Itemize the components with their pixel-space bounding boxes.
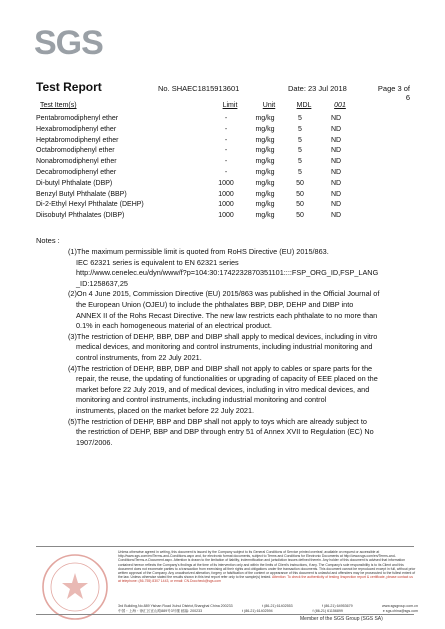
note-continuation: control instruments, from 22 July 2021. bbox=[76, 352, 202, 362]
cell-mdl: 5 bbox=[298, 115, 302, 122]
note-continuation: instruments, placed on the market before 22 July 2021. bbox=[76, 405, 255, 415]
report-date: Date: 23 Jul 2018 bbox=[288, 84, 347, 93]
note-continuation: http://www.cenelec.eu/dyn/www/f?p=104:30:1742232870351101::::FSP_ORG_ID,FSP_LANG bbox=[76, 268, 379, 278]
table-row bbox=[36, 212, 360, 219]
cell-limit: 1000 bbox=[218, 190, 234, 198]
cell-result: ND bbox=[330, 212, 342, 220]
footer-address bbox=[118, 604, 418, 614]
note-continuation: 0.1% in each homogeneous material of an electrical product. bbox=[76, 321, 272, 331]
cell-result: ND bbox=[330, 179, 342, 187]
cell-test-item: Benzyl Butyl Phthalate (BBP) bbox=[36, 190, 127, 198]
note-text: The restriction of DEHP, BBP and DBP shall not apply to toys which are already subject to bbox=[76, 416, 367, 426]
cell-limit: - bbox=[224, 158, 228, 166]
table-row bbox=[36, 191, 360, 198]
note-continuation: _ID:1258637,25 bbox=[76, 278, 128, 288]
cell-result: ND bbox=[330, 169, 342, 176]
cell-mdl: 5 bbox=[298, 169, 302, 176]
col-unit: Unit bbox=[262, 102, 276, 109]
cell-result: ND bbox=[330, 115, 342, 122]
tel-2: t (86-21) 61402594 bbox=[242, 609, 273, 614]
fax-2: f (86-21) 61156899 bbox=[312, 609, 343, 614]
cell-mdl: 5 bbox=[298, 158, 302, 166]
cell-limit: - bbox=[224, 115, 228, 122]
member-text: Member of the SGS Group (SGS SA) bbox=[300, 616, 383, 622]
cell-unit: mg/kg bbox=[255, 158, 275, 166]
cell-result: ND bbox=[330, 190, 342, 198]
cell-test-item: Octabromodiphenyl ether bbox=[36, 147, 115, 155]
table-row bbox=[36, 169, 360, 176]
note-continuation: medical devices, and monitoring and control instruments, including industrial monitoring and bbox=[76, 342, 373, 352]
cell-test-item: Pentabromodiphenyl ether bbox=[36, 115, 119, 122]
cell-test-item: Hexabromodiphenyl ether bbox=[36, 125, 117, 133]
col-mdl: MDL bbox=[296, 102, 312, 109]
note-text: The restriction of DEHP, BBP, DBP and DIBP shall apply to medical devices, including in vitro bbox=[76, 331, 378, 341]
note-item bbox=[68, 289, 408, 300]
note-continuation: ANNEX II of the Rohs Recast Directive. The new law restricts each phthalate to no more than bbox=[76, 310, 378, 320]
sgs-logo bbox=[34, 18, 103, 64]
cell-result: ND bbox=[330, 147, 342, 155]
col-limit: Limit bbox=[222, 102, 238, 109]
cell-limit: - bbox=[224, 147, 228, 155]
footer-divider bbox=[36, 546, 414, 547]
cell-unit: mg/kg bbox=[255, 201, 275, 209]
address-en: 3rd Building,No.889 Yishan Road Xuhui District,Shanghai China 200233 bbox=[118, 604, 233, 608]
note-continuation: the restriction of DEHP, BBP and DBP through entry 51 of Annex XVII to Regulation (EC) No bbox=[76, 427, 374, 437]
notes-title: Notes : bbox=[36, 236, 60, 245]
tel-1: t (86-21) 61402553 bbox=[262, 604, 293, 608]
table-row bbox=[36, 158, 360, 165]
cell-limit: - bbox=[224, 136, 228, 144]
note-item bbox=[68, 247, 408, 258]
cell-unit: mg/kg bbox=[255, 115, 275, 122]
page-indicator: Page 3 of 6 bbox=[377, 84, 410, 102]
cell-mdl: 50 bbox=[296, 190, 304, 198]
cell-limit: - bbox=[224, 169, 228, 176]
note-item bbox=[68, 417, 408, 428]
table-row bbox=[36, 147, 360, 154]
fax-1: f (86-21) 64953679 bbox=[322, 604, 353, 608]
cell-result: ND bbox=[330, 136, 342, 144]
table-header bbox=[36, 102, 360, 112]
table-row bbox=[36, 115, 360, 122]
note-item bbox=[68, 332, 408, 343]
cell-limit: 1000 bbox=[218, 179, 234, 187]
svg-text:SGS: SGS bbox=[34, 24, 103, 62]
col-result-001: 001 bbox=[334, 102, 346, 109]
cell-unit: mg/kg bbox=[255, 190, 275, 198]
note-continuation: repair, the reuse, the updating of functionalities or upgrading of capacity of EEE placed on the bbox=[76, 374, 378, 384]
note-text: On 4 June 2015, Commission Directive (EU) 2015/863 was published in the Official Journal of bbox=[76, 289, 380, 299]
address-cn: 中国・上海・徐汇区宜山路889号3号楼 邮编: 200233 bbox=[118, 609, 203, 614]
note-continuation: the European Union (OJEU) to include the phthalates BBP, DBP, DEHP and DIBP into bbox=[76, 299, 354, 309]
cell-test-item: Nonabromodiphenyl ether bbox=[36, 158, 117, 166]
cell-result: ND bbox=[330, 201, 342, 209]
cell-unit: mg/kg bbox=[255, 125, 275, 133]
cell-unit: mg/kg bbox=[255, 169, 275, 176]
cell-mdl: 50 bbox=[296, 212, 304, 220]
note-number: (5) bbox=[68, 416, 77, 426]
cell-unit: mg/kg bbox=[255, 136, 275, 144]
cell-test-item: Decabromodiphenyl ether bbox=[36, 169, 117, 176]
footer-disclaimer bbox=[118, 550, 416, 584]
table-row bbox=[36, 201, 360, 208]
note-text: The maximum permissible limit is quoted from RoHS Directive (EU) 2015/863. bbox=[76, 247, 329, 256]
cell-unit: mg/kg bbox=[255, 212, 275, 220]
cell-limit: 1000 bbox=[218, 212, 234, 220]
footer-divider-bottom bbox=[36, 614, 414, 615]
table-row bbox=[36, 126, 360, 133]
email-link[interactable]: e sgs.china@sgs.com bbox=[382, 609, 418, 614]
cell-test-item: Heptabromodiphenyl ether bbox=[36, 136, 119, 144]
cell-limit: 1000 bbox=[218, 201, 234, 209]
report-number: No. SHAEC1815913601 bbox=[158, 84, 240, 93]
note-text: The restriction of DEHP, BBP, DBP and DIBP shall not apply to cables or spare parts for the bbox=[76, 363, 373, 373]
cell-mdl: 50 bbox=[296, 201, 304, 209]
cell-mdl: 5 bbox=[298, 125, 302, 133]
note-continuation: 1907/2006. bbox=[76, 437, 113, 447]
note-number: (4) bbox=[68, 363, 77, 373]
col-test-item: Test Item(s) bbox=[40, 102, 77, 109]
cell-unit: mg/kg bbox=[255, 179, 275, 187]
cell-test-item: Diisobutyl Phthalates (DIBP) bbox=[36, 212, 125, 220]
company-stamp bbox=[40, 552, 110, 622]
cell-result: ND bbox=[330, 125, 342, 133]
note-number: (2) bbox=[68, 289, 77, 299]
table-row bbox=[36, 180, 360, 187]
notes-list bbox=[68, 247, 408, 448]
cell-limit: - bbox=[224, 125, 228, 133]
note-number: (1) bbox=[68, 247, 77, 256]
note-number: (3) bbox=[68, 331, 77, 341]
cell-test-item: Di-butyl Phthalate (DBP) bbox=[36, 179, 113, 187]
cell-mdl: 5 bbox=[298, 147, 302, 155]
report-header bbox=[36, 80, 410, 102]
note-continuation: IEC 62321 series is equivalent to EN 62321 series bbox=[76, 257, 239, 267]
report-title: Test Report bbox=[36, 80, 102, 94]
cell-mdl: 50 bbox=[296, 179, 304, 187]
note-continuation: monitoring and control instruments, including industrial monitoring and control bbox=[76, 395, 327, 405]
web-link[interactable]: www.sgsgroup.com.cn bbox=[382, 604, 418, 608]
cell-mdl: 5 bbox=[298, 136, 302, 144]
cell-unit: mg/kg bbox=[255, 147, 275, 155]
note-continuation: market before 22 July 2019, and of medical devices, including in vitro medical devices, and bbox=[76, 384, 370, 394]
disclaimer-text: Unless otherwise agreed in writing, this document is issued by the Company subject to its General Conditions of Service printed overleaf, available on request or accessible at http://www.sgs.com/en/Terms-and-Conditions.aspx and, for electronic format documents, subject to Terms and Conditions for Electronic Documents at http://www.sgs.com/en/Terms-and-Conditions/Terms-e-Document.aspx. Attention is drawn to the limitation of liability, indemnification and jurisdiction issues defined therein. Any holder of this document is advised that information contained hereon reflects the Company's findings at the time of its intervention only and within the limits of Client's instructions, if any. The Company's sole responsibility is to its Client and this document does not exonerate parties to a transaction from exercising all their rights and obligations under the transaction documents. This document cannot be reproduced except in full, without prior written approval of the Company. Any unauthorized alteration, forgery or falsification of the content or appearance of this document is unlawful and offenders may be prosecuted to the fullest extent of the law. Unless otherwise stated the results shown in this test report refer only to the sample(s) tested. bbox=[118, 550, 416, 580]
cell-result: ND bbox=[330, 158, 342, 166]
attention-text: Attention: To check the authenticity of testing /inspection report & certificate, please contact us at telephone: (86-755) 8307 1443, or email: CN.Doccheck@sgs.com bbox=[118, 575, 413, 584]
note-item bbox=[68, 364, 408, 375]
cell-test-item: Di-2-Ethyl Hexyl Phthalate (DEHP) bbox=[36, 201, 144, 209]
table-row bbox=[36, 137, 360, 144]
